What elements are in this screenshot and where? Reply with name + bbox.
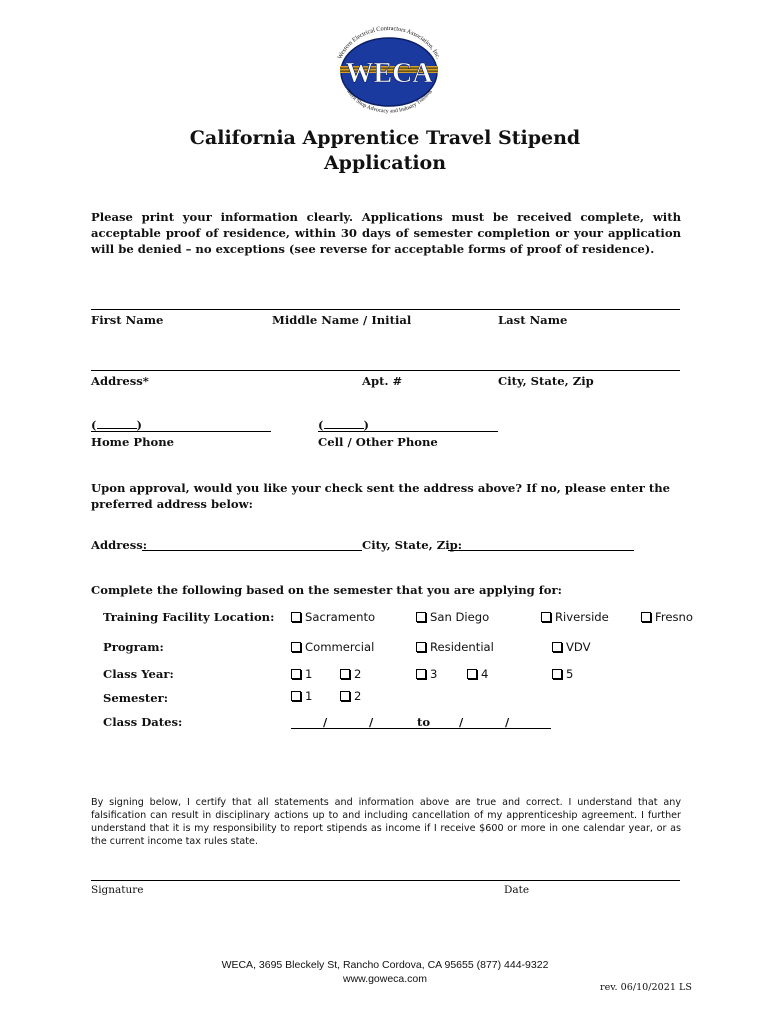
class-dates-field[interactable]: / / to / / [291, 715, 551, 729]
first-name-label: First Name [91, 313, 164, 327]
intro-text: Please print your information clearly. Applications must be received complete, with acceptable proof of residence, within 30 days of semester completion or your application will be denied – no exceptions (see reverse for acceptable forms of proof of residence). [91, 210, 681, 256]
checkbox-sacramento[interactable]: Sacramento [291, 610, 375, 624]
checkbox-san-diego[interactable]: San Diego [416, 610, 489, 624]
program-label: Program: [103, 640, 164, 654]
class-dates-to: to [417, 715, 431, 729]
home-phone-field[interactable]: ( ) [91, 418, 271, 432]
checkbox-year-5[interactable]: 5 [552, 667, 573, 681]
logo-arc-top: Western Electrical Contractors Association, Inc. [336, 24, 442, 61]
approval-question: Upon approval, would you like your check sent the address above? If no, please enter the preferred address below: [91, 481, 671, 511]
training-facility-label: Training Facility Location: [103, 610, 275, 624]
logo-arc-bottom: Merit Shop Advocacy and Industry Training [345, 88, 433, 115]
checkbox-icon [416, 642, 426, 652]
certification-text: By signing below, I certify that all statements and information above are true and correct. I understand that any falsification can result in disciplinary actions up to and including cancellation of my apprenticeship agreement. I further understand that it is my responsibility to report stipends as income if I receive $600 or more in one calendar year, or as the current income tax rules state. [91, 797, 681, 847]
checkbox-icon [291, 642, 301, 652]
address-field-line[interactable] [91, 370, 680, 371]
alt-address-label: Address: [91, 538, 148, 552]
last-name-label: Last Name [498, 313, 568, 327]
checkbox-fresno[interactable]: Fresno [641, 610, 693, 624]
checkbox-year-1[interactable]: 1 [291, 667, 312, 681]
apt-label: Apt. # [362, 374, 403, 388]
footer-website: www.goweca.com [342, 973, 428, 985]
checkbox-icon [291, 669, 301, 679]
class-year-label: Class Year: [103, 667, 174, 681]
semester-label: Semester: [103, 691, 169, 705]
name-field-line[interactable] [91, 309, 680, 310]
revision-note: rev. 06/10/2021 LS [600, 982, 692, 993]
checkbox-vdv[interactable]: VDV [552, 640, 591, 654]
checkbox-commercial[interactable]: Commercial [291, 640, 374, 654]
alt-address-field[interactable] [142, 550, 362, 551]
footer-address: WECA, 3695 Bleckely St, Rancho Cordova, CA 95655 (877) 444-9322 [221, 959, 549, 971]
checkbox-icon [340, 669, 350, 679]
semester-heading: Complete the following based on the semester that you are applying for: [91, 583, 562, 597]
checkbox-riverside[interactable]: Riverside [541, 610, 609, 624]
checkbox-icon [541, 612, 551, 622]
date-label: Date [504, 884, 530, 896]
checkbox-icon [291, 691, 301, 701]
checkbox-year-4[interactable]: 4 [467, 667, 488, 681]
checkbox-year-2[interactable]: 2 [340, 667, 361, 681]
checkbox-icon [552, 669, 562, 679]
city-state-zip-label: City, State, Zip [498, 374, 594, 388]
cell-phone-field[interactable]: ( ) [318, 418, 498, 432]
alt-city-label: City, State, Zip: [362, 538, 462, 552]
weca-logo [330, 22, 448, 118]
checkbox-icon [552, 642, 562, 652]
logo-text: WECA [345, 58, 433, 89]
address-label: Address* [91, 374, 149, 388]
checkbox-icon [416, 612, 426, 622]
checkbox-icon [641, 612, 651, 622]
checkbox-icon [467, 669, 477, 679]
signature-label: Signature [91, 884, 144, 896]
checkbox-icon [340, 691, 350, 701]
checkbox-semester-1[interactable]: 1 [291, 689, 312, 703]
cell-phone-label: Cell / Other Phone [318, 435, 438, 449]
class-dates-label: Class Dates: [103, 715, 183, 729]
checkbox-semester-2[interactable]: 2 [340, 689, 361, 703]
page-title [0, 126, 770, 176]
alt-city-field[interactable] [448, 550, 634, 551]
checkbox-year-3[interactable]: 3 [416, 667, 437, 681]
checkbox-icon [416, 669, 426, 679]
checkbox-residential[interactable]: Residential [416, 640, 494, 654]
signature-field-line[interactable] [91, 880, 680, 881]
title-line-1: California Apprentice Travel Stipend [189, 127, 581, 149]
title-line-2: Application [323, 152, 447, 174]
checkbox-icon [291, 612, 301, 622]
home-phone-label: Home Phone [91, 435, 175, 449]
middle-name-label: Middle Name / Initial [272, 313, 412, 327]
